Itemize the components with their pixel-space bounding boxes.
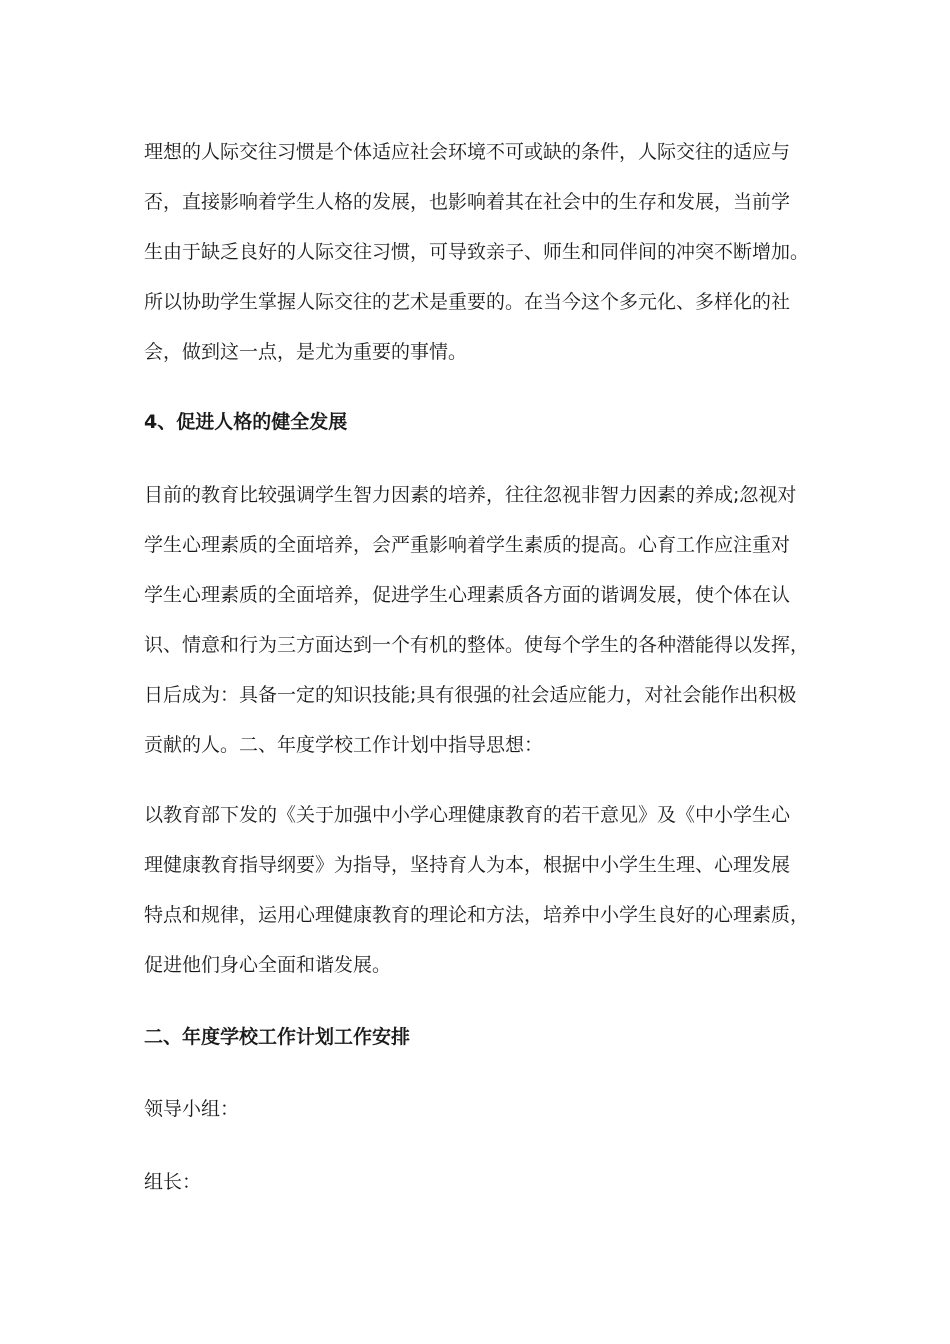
paragraph-line: 学生心理素质的全面培养，会严重影响着学生素质的提高。心育工作应注重对 (144, 534, 791, 556)
section-heading: 4、促进人格的健全发展 (144, 411, 348, 433)
paragraph-line: 理想的人际交往习惯是个体适应社会环境不可或缺的条件，人际交往的适应与 (144, 141, 791, 163)
leadership-group-label: 领导小组： (144, 1098, 240, 1120)
paragraph-line: 目前的教育比较强调学生智力因素的培养，往往忽视非智力因素的养成;忽视对 (144, 484, 797, 506)
paragraph-line: 以教育部下发的《关于加强中小学心理健康教育的若干意见》及《中小学生心 (144, 804, 791, 826)
paragraph-line: 特点和规律，运用心理健康教育的理论和方法，培养中小学生良好的心理素质， (144, 904, 810, 926)
paragraph-line: 贡献的人。二、年度学校工作计划中指导思想： (144, 734, 544, 756)
paragraph-line: 识、情意和行为三方面达到一个有机的整体。使每个学生的各种潜能得以发挥， (144, 634, 810, 656)
paragraph-line: 学生心理素质的全面培养，促进学生心理素质各方面的谐调发展，使个体在认 (144, 584, 791, 606)
group-leader-label: 组长： (144, 1171, 202, 1193)
paragraph-line: 会，做到这一点，是尤为重要的事情。 (144, 341, 468, 363)
paragraph-line: 日后成为：具备一定的知识技能;具有很强的社会适应能力，对社会能作出积极 (144, 684, 797, 706)
section-heading: 二、年度学校工作计划工作安排 (144, 1026, 411, 1048)
paragraph-line: 否，直接影响着学生人格的发展，也影响着其在社会中的生存和发展，当前学 (144, 191, 791, 213)
paragraph-line: 理健康教育指导纲要》为指导，坚持育人为本，根据中小学生生理、心理发展 (144, 854, 791, 876)
paragraph-line: 促进他们身心全面和谐发展。 (144, 954, 392, 976)
paragraph-line: 所以协助学生掌握人际交往的艺术是重要的。在当今这个多元化、多样化的社 (144, 291, 791, 313)
paragraph-line: 生由于缺乏良好的人际交往习惯，可导致亲子、师生和同伴间的冲突不断增加。 (144, 241, 810, 263)
